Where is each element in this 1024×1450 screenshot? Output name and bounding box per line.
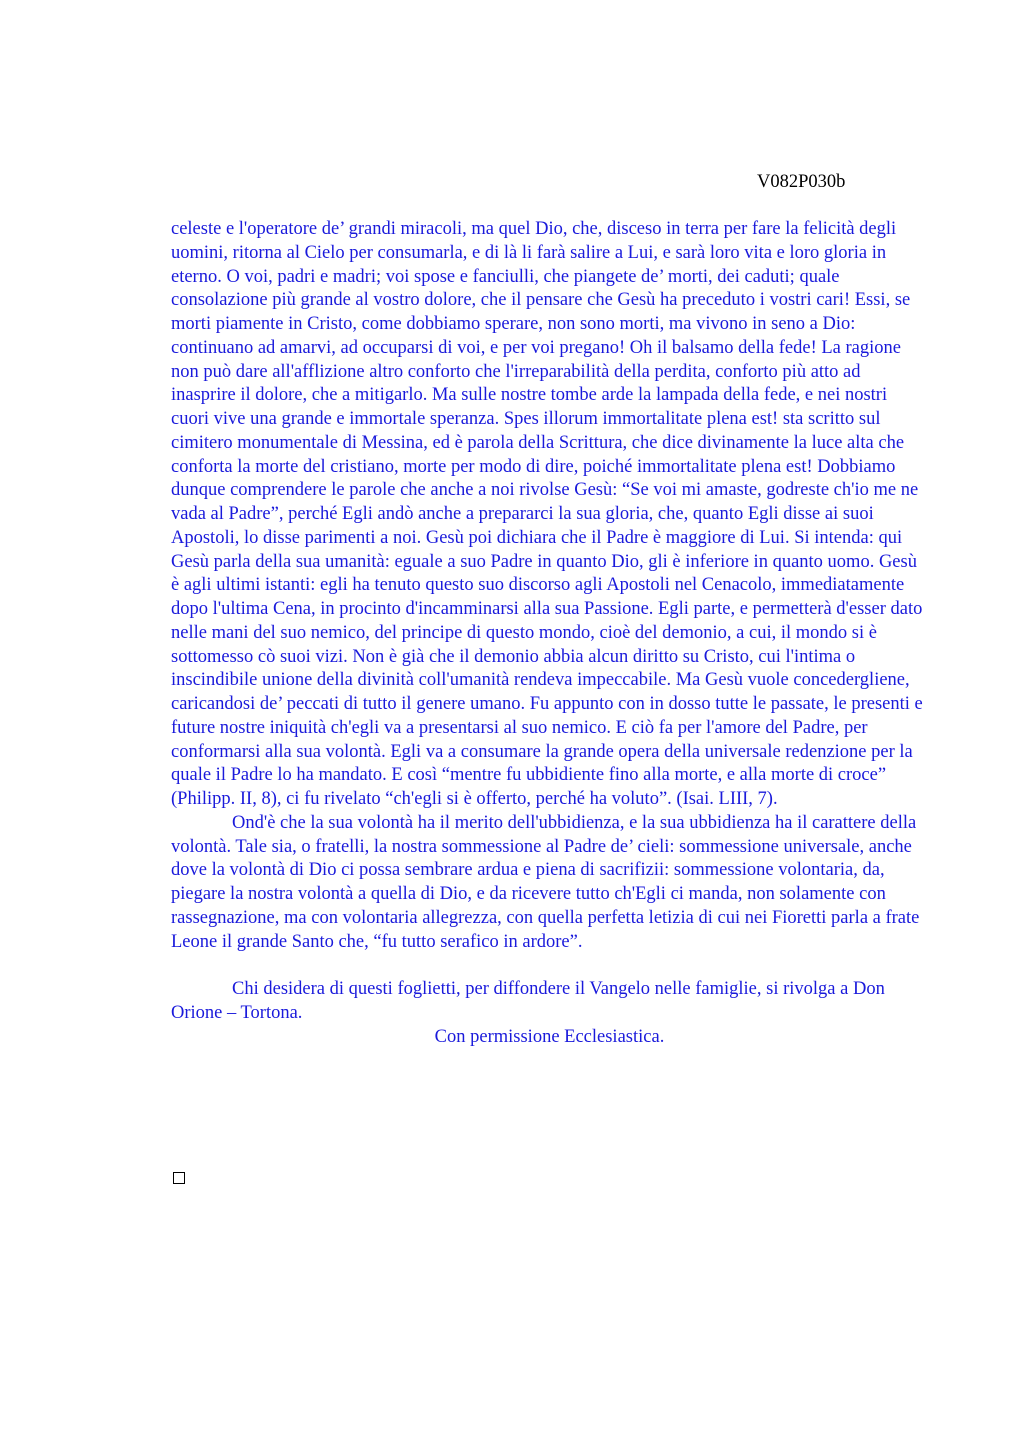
blank-line — [171, 954, 928, 978]
document-body — [171, 218, 928, 1049]
page-code: V082P030b — [757, 172, 846, 192]
imprimatur-line: Con permissione Ecclesiastica. — [434, 1026, 665, 1047]
paragraph-1: celeste e l'operatore de’ grandi miracoli, ma quel Dio, che, disceso in terra per fare la felicità degli uomini, ritorna al Cielo per consumarla, e di là li farà salire a Lui, e sarà loro vita e loro gloria in eterno. O voi, padri e madri; voi spose e fanciulli, che piangete de’ morti, dei caduti; quale consolazione più grande al vostro dolore, che il pensare che Gesù ha preceduto i vostri cari! Essi, se morti piamente in Cristo, come dobbiamo sperare, non sono morti, ma vivono in seno a Dio: continuano ad amarvi, ad occuparsi di voi, e per voi pregano! Oh il balsamo della fede! La ragione non può dare all'afflizione altro conforto che l'irreparabilità della perdita, conforto più atto ad inasprire il dolore, che a mitigarlo. Ma sulle nostre tombe arde la lampada della fede, e nei nostri cuori vive una grande e immortale speranza. Spes illorum immortalitate plena est! sta scritto sul cimitero monumentale di Messina, ed è parola della Scrittura, che dice divinamente la luce alta che conforta la morte del cristiano, morte per modo di dire, poiché immortalitate plena est! Dobbiamo dunque comprendere le parole che anche a noi rivolse Gesù: “Se voi mi amaste, godreste ch'io me ne vada al Padre”, perché Egli andò anche a prepararci la sua gloria, che, quanto Egli disse ai suoi Apostoli, lo disse parimenti a noi. Gesù poi dichiara che il Padre è maggiore di Lui. Si intenda: qui Gesù parla della sua umanità: eguale a suo Padre in quanto Dio, gli è inferiore in quanto uomo. Gesù è agli ultimi istanti: egli ha tenuto questo suo discorso agli Apostoli nel Cenacolo, immediatamente dopo l'ultima Cena, in procinto d'incamminarsi alla sua Passione. Egli parte, e permetterà d'esser dato nelle mani del suo nemico, del principe di questo mondo, cioè del demonio, a cui, il mondo si è sottomesso cò suoi vizi. Non è già che il demonio abbia alcun diritto su Cristo, cui l'intima o inscindibile unione della divinità coll'umanità rendeva impeccabile. Ma Gesù vuole concedergliene, caricandosi de’ peccati di tutto il genere umano. Fu appunto con in dosso tutte le passate, le presenti e future nostre iniquità ch'egli va a presentarsi al suo nemico. E ciò fa per l'amore del Padre, per conformarsi alla sua volontà. Egli va a consumare la grande opera della universale redenzione per la quale il Padre lo ha mandato. E così “mentre fu ubbidiente fino alla morte, e alla morte di croce” (Philipp. II, 8), ci fu rivelato “ch'egli si è offerto, perché ha voluto”. (Isai. LIII, 7). — [171, 219, 923, 809]
paragraph-3: Chi desidera di questi foglietti, per diffondere il Vangelo nelle famiglie, si rivolga a Don Orione – Tortona. — [171, 979, 885, 1023]
paragraph-2: Ond'è che la sua volontà ha il merito dell'ubbidienza, e la sua ubbidienza ha il carattere della volontà. Tale sia, o fratelli, la nostra sommessione al Padre de’ cieli: sommessione universale, anche dove la volontà di Dio ci possa sembrare ardua e piena di sacrifizii: sommessione volontaria, da, piegare la nostra volontà a quella di Dio, e da ricevere tutto ch'Egli ci manda, non solamente con rassegnazione, ma con volontaria allegrezza, con quella perfetta letizia di cui nei Fioretti parla a frate Leone il grande Santo che, “fu tutto serafico in ardore”. — [171, 812, 920, 952]
empty-box-icon — [173, 1172, 185, 1184]
